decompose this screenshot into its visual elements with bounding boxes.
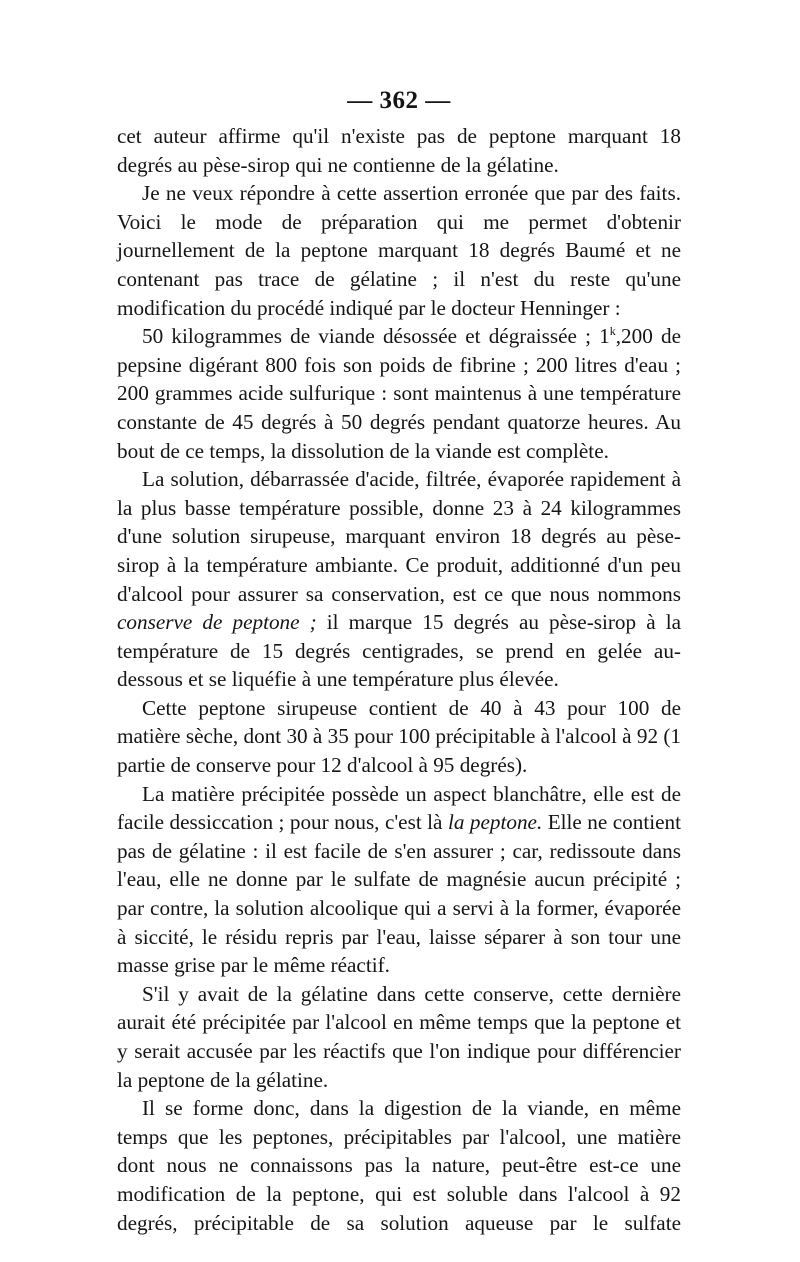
paragraph-precipitate <box>117 780 681 980</box>
paragraph-composition: Cette peptone sirupeuse contient de 40 à 43 pour 100 de matière sèche, dont 30 à 35 pour 100 précipitable à l'alcool à 92 (1 partie de conserve pour 12 d'alcool à 95 degrés). <box>117 695 681 778</box>
paragraph-gelatin: S'il y avait de la gélatine dans cette conserve, cette dernière aurait été précipitée par l'alcool en même temps que la peptone et y serait accusée par les réactifs que l'on indique pour différencier la peptone de la gélatine. <box>117 981 681 1092</box>
kilogram-superscript: k <box>609 324 616 339</box>
paragraph-continuation: cet auteur affirme qu'il n'existe pas de peptone marquant 18 degrés au pèse-sirop qui ne contienne de la gélatine. <box>117 124 681 177</box>
book-page <box>117 82 681 1237</box>
paragraph-digestion: Il se forme donc, dans la digestion de la viande, en même temps que les peptones, précipitables par l'alcool, une matière dont nous ne connaissons pas la nature, peut-être est-ce une modification de la peptone, qui est soluble dans l'alcool à 92 degrés, précipitable de sa solution aqueuse par le sulfate <box>117 1096 681 1235</box>
recipe-text-start: 50 kilogrammes de viande désossée et dégraissée ; 1 <box>142 324 610 349</box>
precipitate-text-end: Elle ne contient pas de gélatine : il est facile de s'en assurer ; car, redissoute dans l'eau, elle ne donne par le sulfate de magnésie aucun précipité ; par contre, la solution alcoolique qui a servi à la former, évaporée à siccité, le résidu repris par l'eau, laisse séparer à son tour une masse grise par le même réactif. <box>117 810 682 978</box>
paragraph-reply: Je ne veux répondre à cette assertion erronée que par des faits. Voici le mode de préparation qui me permet d'obtenir journellement de la peptone marquant 18 degrés Baumé et ne contenant pas trace de gélatine ; il n'est du reste qu'une modification du procédé indiqué par le docteur Henninger : <box>117 181 681 320</box>
conserve-term: conserve de peptone ; <box>117 610 317 635</box>
peptone-term: la peptone. <box>447 810 543 835</box>
precipitate-text-start: La matière précipitée possède un aspect blanchâtre, elle est de facile dessiccation ; pour nous, c'est là <box>117 781 681 835</box>
recipe-text-end: ,200 de pepsine digérant 800 fois son poids de fibrine ; 200 litres d'eau ; 200 grammes acide sulfurique : sont maintenus à une température constante de 45 degrés à 50 degrés pendant quatorze heures. Au bout de ce temps, la dissolution de la viande est complète. <box>117 324 681 463</box>
paragraph-solution <box>117 465 681 694</box>
paragraph-recipe <box>117 322 681 465</box>
solution-text-start: La solution, débarrassée d'acide, filtrée, évaporée rapidement à la plus basse température possible, donne 23 à 24 kilogrammes d'une solution sirupeuse, marquant environ 18 degrés au pèse-sirop à la température ambiante. Ce produit, additionné d'un peu d'alcool pour assurer sa conservation, est ce que nous nommons <box>117 467 681 606</box>
solution-text-end: il marque 15 degrés au pèse-sirop à la température de 15 degrés centigrades, se prend en gelée au-dessous et se liquéfie à une température plus élevée. <box>117 610 682 692</box>
page-number: — 362 — <box>347 87 451 114</box>
